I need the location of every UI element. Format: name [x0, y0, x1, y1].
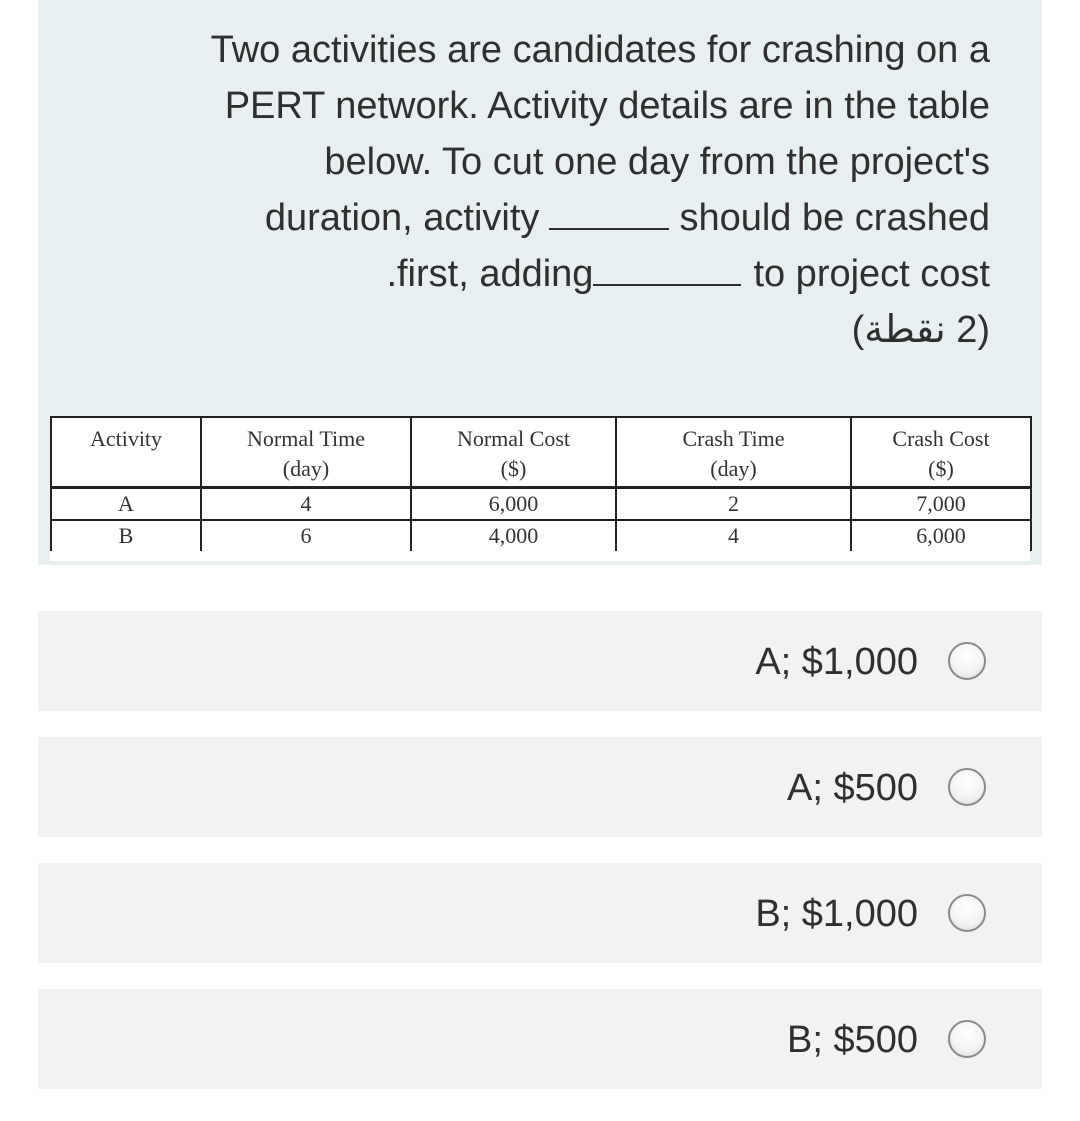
table-header-cell: Crash Time (day) [616, 417, 851, 488]
table-cell: 4 [201, 488, 411, 521]
table-header-cell: Activity [51, 417, 201, 488]
table-row [51, 520, 1031, 551]
answer-option-b-500[interactable] [38, 989, 1042, 1089]
question-line-5-suffix: to project cost [753, 253, 990, 295]
question-line-5-prefix: .first, adding [386, 253, 594, 295]
table-header-cell: Normal Time (day) [201, 417, 411, 488]
question-card [38, 0, 1042, 565]
table-cell: B [51, 520, 201, 551]
question-points: (2 نقطة) [851, 309, 990, 351]
radio-button[interactable] [948, 642, 986, 680]
table-header-row [51, 417, 1031, 488]
table-cell: 7,000 [851, 488, 1031, 521]
table-cell: 2 [616, 488, 851, 521]
table-cell: 6,000 [411, 488, 616, 521]
answer-option-label[interactable]: A; $500 [787, 767, 918, 809]
activity-table-image [50, 416, 1030, 561]
answer-option-label[interactable]: A; $1,000 [755, 641, 918, 683]
table-header-cell: Normal Cost ($) [411, 417, 616, 488]
answer-blank-cost [593, 254, 741, 286]
table-cell: 4 [616, 520, 851, 551]
table-cell: A [51, 488, 201, 521]
question-line-2: PERT network. Activity details are in the table [224, 85, 990, 127]
question-line-4-prefix: duration, activity [264, 197, 540, 239]
table-cell: 4,000 [411, 520, 616, 551]
answer-option-label[interactable]: B; $500 [787, 1019, 918, 1061]
question-line-3: below. To cut one day from the project's [324, 141, 990, 183]
answer-option-label[interactable]: B; $1,000 [755, 893, 918, 935]
answer-option-b-1000[interactable] [38, 863, 1042, 963]
question-points-line [90, 302, 990, 358]
question-line-4 [90, 190, 990, 246]
table-cell: 6 [201, 520, 411, 551]
question-text [90, 22, 990, 358]
table-row [51, 488, 1031, 521]
radio-button[interactable] [948, 894, 986, 932]
question-line-5 [90, 246, 990, 302]
answer-option-a-1000[interactable] [38, 611, 1042, 711]
radio-button[interactable] [948, 1020, 986, 1058]
table-cell: 6,000 [851, 520, 1031, 551]
answer-option-a-500[interactable] [38, 737, 1042, 837]
question-line-4-suffix: should be crashed [679, 197, 990, 239]
table-header-cell: Crash Cost ($) [851, 417, 1031, 488]
activity-table [50, 416, 1032, 551]
answer-blank-activity [549, 198, 669, 230]
radio-button[interactable] [948, 768, 986, 806]
question-line-1: Two activities are candidates for crashing on a [210, 29, 990, 71]
